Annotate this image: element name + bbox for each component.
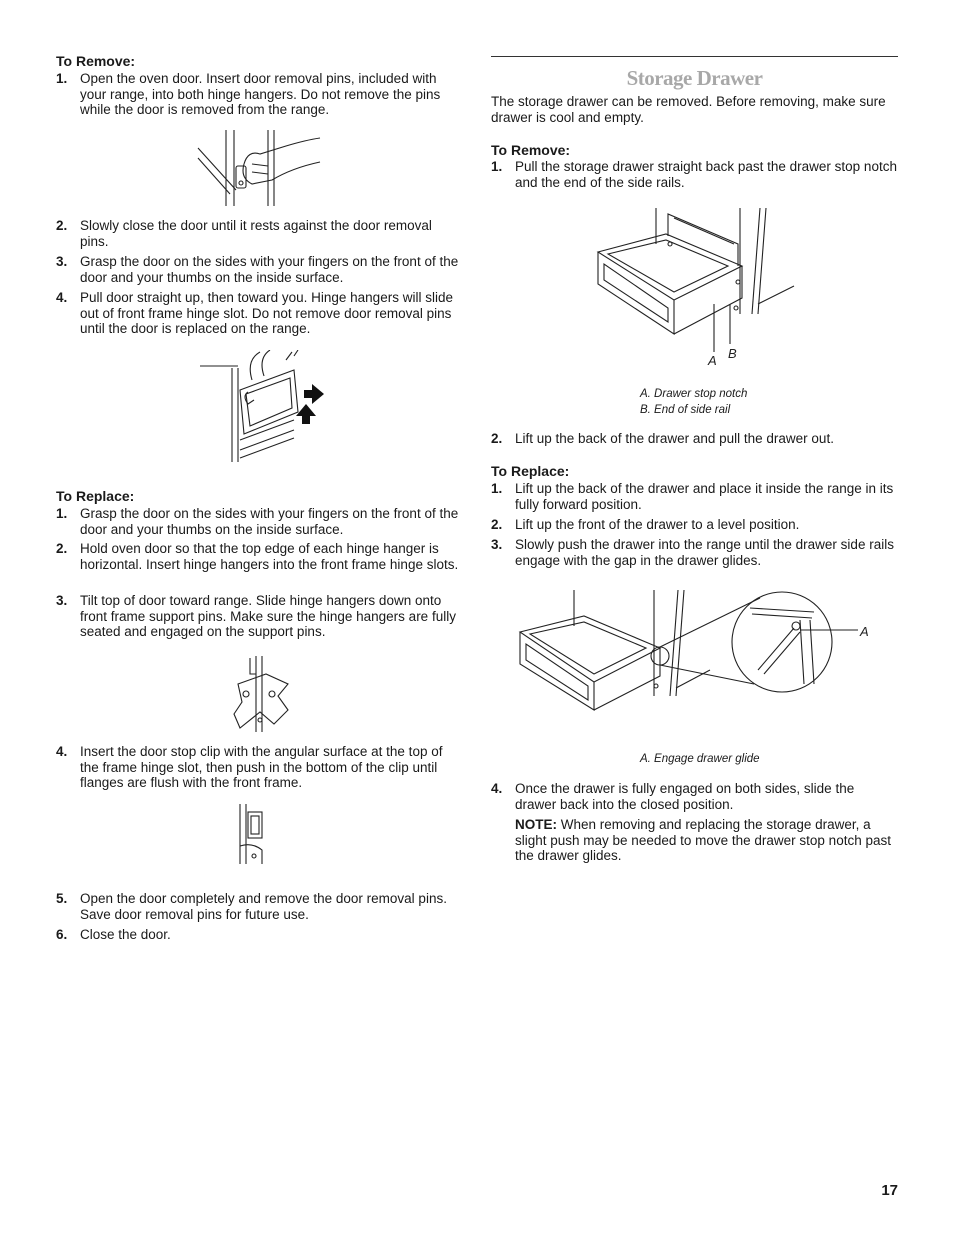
remove-door-heading: To Remove: xyxy=(56,53,136,69)
hinge-hanger-illustration xyxy=(226,654,292,734)
remove-step-2 xyxy=(56,218,461,249)
replace-door-heading: To Replace: xyxy=(56,488,135,504)
remove-step-3 xyxy=(56,254,461,285)
step-text: Pull the storage drawer straight back past the drawer stop notch and the end of the side rails. xyxy=(515,159,897,190)
figure-caption-b: B. End of side rail xyxy=(640,404,731,416)
drawer-remove-step-1 xyxy=(491,159,898,190)
note-label: NOTE: xyxy=(515,817,557,832)
drawer-note xyxy=(515,817,898,864)
remove-step-1 xyxy=(56,71,461,118)
step-text: Lift up the back of the drawer and pull the drawer out. xyxy=(515,431,834,446)
step-text: Lift up the front of the drawer to a level position. xyxy=(515,517,800,532)
figure-label-b: B xyxy=(728,346,737,361)
step-text: Open the oven door. Insert door removal pins, included with your range, into both hinge hangers. Do not remove the pins while the door is removed from the range. xyxy=(80,71,441,117)
door-lift-illustration xyxy=(198,350,326,464)
replace-step-4 xyxy=(56,744,461,791)
step-text: Close the door. xyxy=(80,927,171,942)
step-number: 6. xyxy=(56,927,68,942)
step-text: Grasp the door on the sides with your fingers on the front of the door and your thumbs on the inside surface. xyxy=(80,506,459,537)
door-stop-clip-illustration xyxy=(232,802,272,866)
step-text: Slowly push the drawer into the range until the drawer side rails engage with the gap in the drawer glides. xyxy=(515,537,894,568)
step-number: 3. xyxy=(56,254,68,269)
replace-step-1 xyxy=(56,506,461,537)
step-text: Tilt top of door toward range. Slide hinge hangers down onto front frame support pins. Make sure the hinge hangers are fully seated and engaged on the support pins. xyxy=(80,593,456,639)
step-text: Lift up the back of the drawer and place it inside the range in its fully forward position. xyxy=(515,481,894,512)
note-text: When removing and replacing the storage drawer, a slight push may be needed to move the drawer stop notch past the drawer glides. xyxy=(515,817,891,863)
step-text: Open the door completely and remove the door removal pins. Save door removal pins for future use. xyxy=(80,891,447,922)
drawer-removal-illustration xyxy=(590,204,800,366)
step-number: 1. xyxy=(491,159,503,174)
figure-label-a: A xyxy=(708,353,717,366)
drawer-glide-illustration xyxy=(514,586,878,714)
step-number: 2. xyxy=(56,218,68,233)
figure-label-glide: A xyxy=(860,624,869,639)
remove-drawer-heading: To Remove: xyxy=(491,142,571,158)
step-text: Hold oven door so that the top edge of each hinge hanger is horizontal. Insert hinge hangers into the front frame hinge slots. xyxy=(80,541,459,572)
step-number: 1. xyxy=(491,481,503,496)
step-number: 3. xyxy=(56,593,68,608)
page-number: 17 xyxy=(881,1182,898,1199)
step-number: 3. xyxy=(491,537,503,552)
drawer-intro: The storage drawer can be removed. Before removing, make sure drawer is cool and empty. xyxy=(491,94,886,125)
section-title: Storage Drawer xyxy=(626,66,763,90)
section-divider xyxy=(491,56,898,57)
step-text: Once the drawer is fully engaged on both sides, slide the drawer back into the closed position. xyxy=(515,781,855,812)
drawer-replace-step-4 xyxy=(491,781,898,812)
replace-step-5 xyxy=(56,891,461,922)
step-number: 4. xyxy=(56,744,68,759)
step-number: 1. xyxy=(56,71,68,86)
drawer-replace-step-1 xyxy=(491,481,898,512)
drawer-replace-step-3 xyxy=(491,537,898,568)
step-text: Grasp the door on the sides with your fingers on the front of the door and your thumbs on the inside surface. xyxy=(80,254,459,285)
door-removal-pin-illustration xyxy=(196,128,326,208)
step-number: 4. xyxy=(491,781,503,796)
step-number: 2. xyxy=(491,517,503,532)
step-text: Pull door straight up, then toward you. Hinge hangers will slide out of front frame hinge slot. Do not remove door removal pins until the door is replaced on the range. xyxy=(80,290,453,336)
figure-caption-glide: A. Engage drawer glide xyxy=(640,753,760,765)
step-number: 5. xyxy=(56,891,68,906)
step-text: Insert the door stop clip with the angular surface at the top of the frame hinge slot, then push in the bottom of the clip until flanges are flush with the front frame. xyxy=(80,744,443,790)
remove-step-4 xyxy=(56,290,461,337)
replace-step-6 xyxy=(56,927,461,943)
step-number: 1. xyxy=(56,506,68,521)
drawer-remove-step-2 xyxy=(491,431,898,447)
step-number: 2. xyxy=(491,431,503,446)
replace-step-3 xyxy=(56,593,461,640)
step-number: 4. xyxy=(56,290,68,305)
step-text: Slowly close the door until it rests against the door removal pins. xyxy=(80,218,432,249)
drawer-replace-step-2 xyxy=(491,517,898,533)
step-number: 2. xyxy=(56,541,68,556)
figure-caption-a: A. Drawer stop notch xyxy=(640,388,748,400)
replace-drawer-heading: To Replace: xyxy=(491,463,570,479)
replace-step-2 xyxy=(56,541,461,572)
